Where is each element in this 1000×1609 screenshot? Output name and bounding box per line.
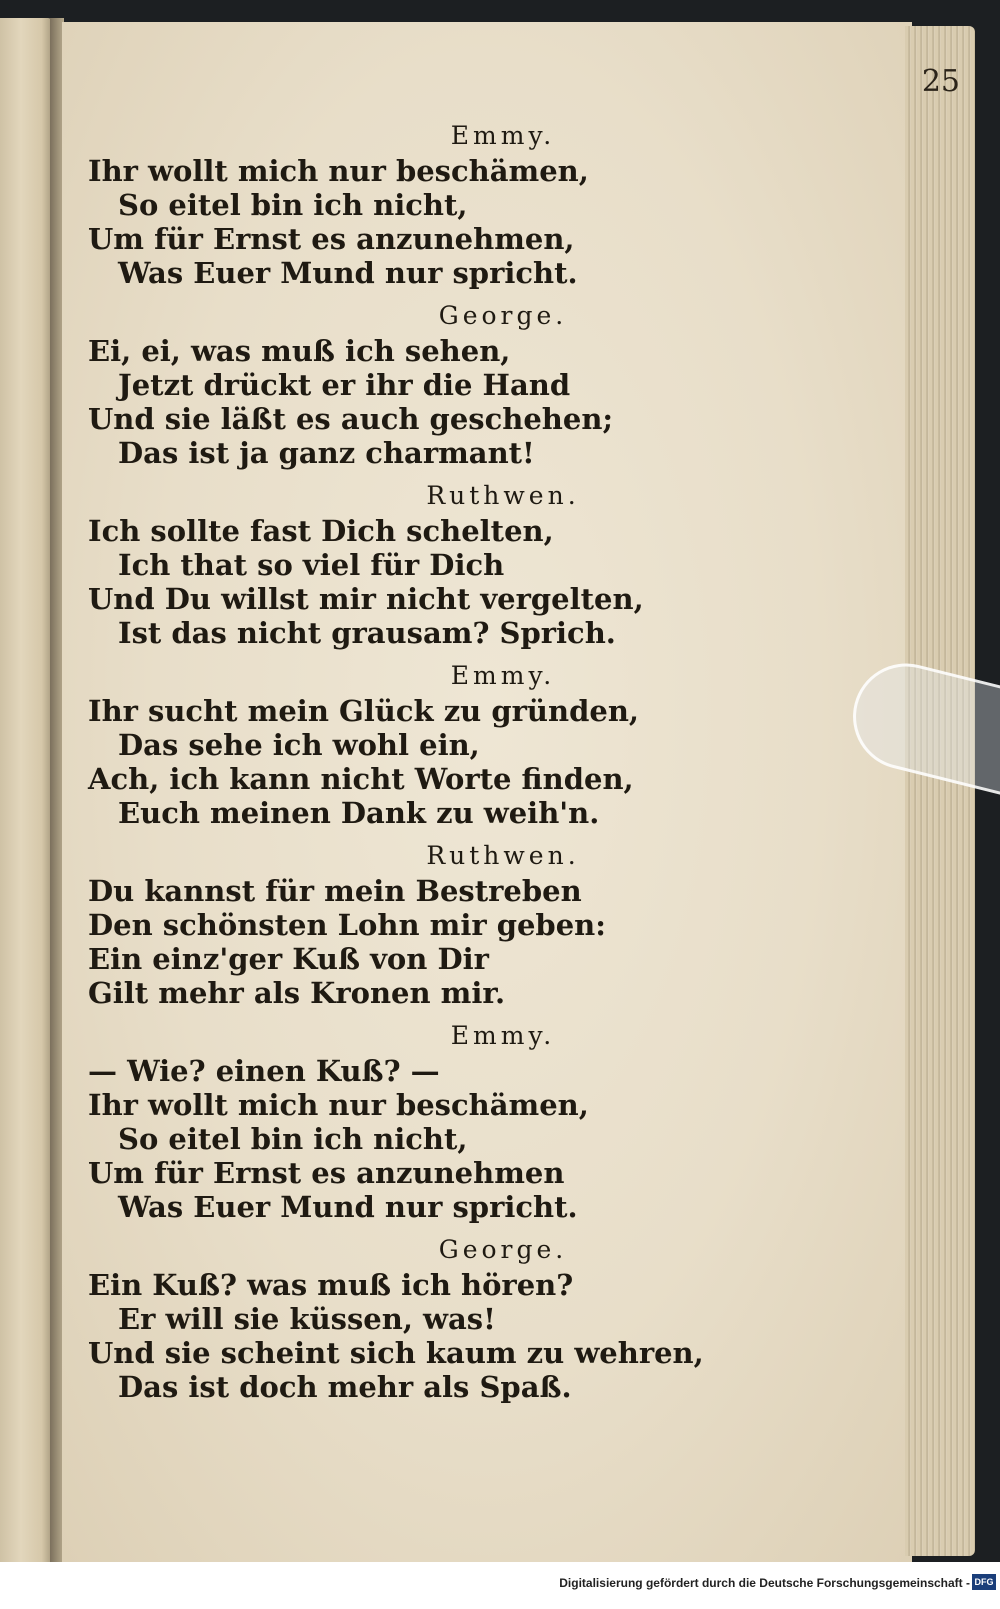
verse-block (88, 298, 708, 470)
verse-line: Ist das nicht grausam? Sprich. (118, 616, 616, 650)
page-number: 25 (921, 64, 960, 99)
verse-line: Und sie scheint sich kaum zu wehren, (88, 1336, 704, 1370)
speaker-name: Ruthwen. (426, 841, 580, 870)
verse-line: Das ist ja ganz charmant! (118, 436, 535, 470)
verse-line: Um für Ernst es anzunehmen (88, 1156, 565, 1190)
speaker-name: George. (438, 301, 568, 330)
verse-block (88, 478, 708, 650)
verse-line: Euch meinen Dank zu weih'n. (118, 796, 600, 830)
verse-block (88, 658, 708, 830)
verse-line: Gilt mehr als Kronen mir. (88, 976, 506, 1010)
verse-line: — Wie? einen Kuß? — (88, 1054, 440, 1088)
verse-line: Ach, ich kann nicht Worte finden, (88, 762, 634, 796)
verse-line: Ich that so viel für Dich (118, 548, 505, 582)
verse-line: Ihr sucht mein Glück zu gründen, (88, 694, 639, 728)
verse-line: So eitel bin ich nicht, (118, 188, 468, 222)
verse-block (88, 118, 708, 290)
verse-line: Ei, ei, was muß ich sehen, (88, 334, 511, 368)
verse-line: Du kannst für mein Bestreben (88, 874, 582, 908)
speaker-name: Emmy. (450, 661, 556, 690)
verse-line: So eitel bin ich nicht, (118, 1122, 468, 1156)
footer-credit: Digitalisierung gefördert durch die Deutsche Forschungsgemeinschaft - (559, 1576, 970, 1590)
verse-line: Um für Ernst es anzunehmen, (88, 222, 575, 256)
verse-line: Ich sollte fast Dich schelten, (88, 514, 554, 548)
verse-line: Das sehe ich wohl ein, (118, 728, 480, 762)
verse-line: Was Euer Mund nur spricht. (118, 1190, 578, 1224)
page-edges (905, 26, 975, 1556)
verse-line: Ihr wollt mich nur beschämen, (88, 1088, 589, 1122)
verse-line: Ein einz'ger Kuß von Dir (88, 942, 489, 976)
verse-line: Den schönsten Lohn mir geben: (88, 908, 606, 942)
speaker-name: George. (438, 1235, 568, 1264)
verse-line: Ihr wollt mich nur beschämen, (88, 154, 589, 188)
verse-line: Das ist doch mehr als Spaß. (118, 1370, 572, 1404)
dfg-logo: DFG (972, 1574, 996, 1590)
verse-line: Ein Kuß? was muß ich hören? (88, 1268, 574, 1302)
verse-line: Was Euer Mund nur spricht. (118, 256, 578, 290)
verse-text (88, 118, 708, 1412)
verse-block (88, 838, 708, 1010)
left-page-edge (0, 18, 52, 1563)
verse-line: Er will sie küssen, was! (118, 1302, 496, 1336)
verse-line: Und sie läßt es auch geschehen; (88, 402, 614, 436)
verse-block (88, 1232, 708, 1404)
speaker-name: Emmy. (450, 1021, 556, 1050)
speaker-name: Emmy. (450, 121, 556, 150)
verse-line: Und Du willst mir nicht vergelten, (88, 582, 644, 616)
speaker-name: Ruthwen. (426, 481, 580, 510)
verse-line: Jetzt drückt er ihr die Hand (118, 368, 571, 402)
digitization-footer (0, 1562, 1000, 1609)
verse-block (88, 1018, 708, 1224)
